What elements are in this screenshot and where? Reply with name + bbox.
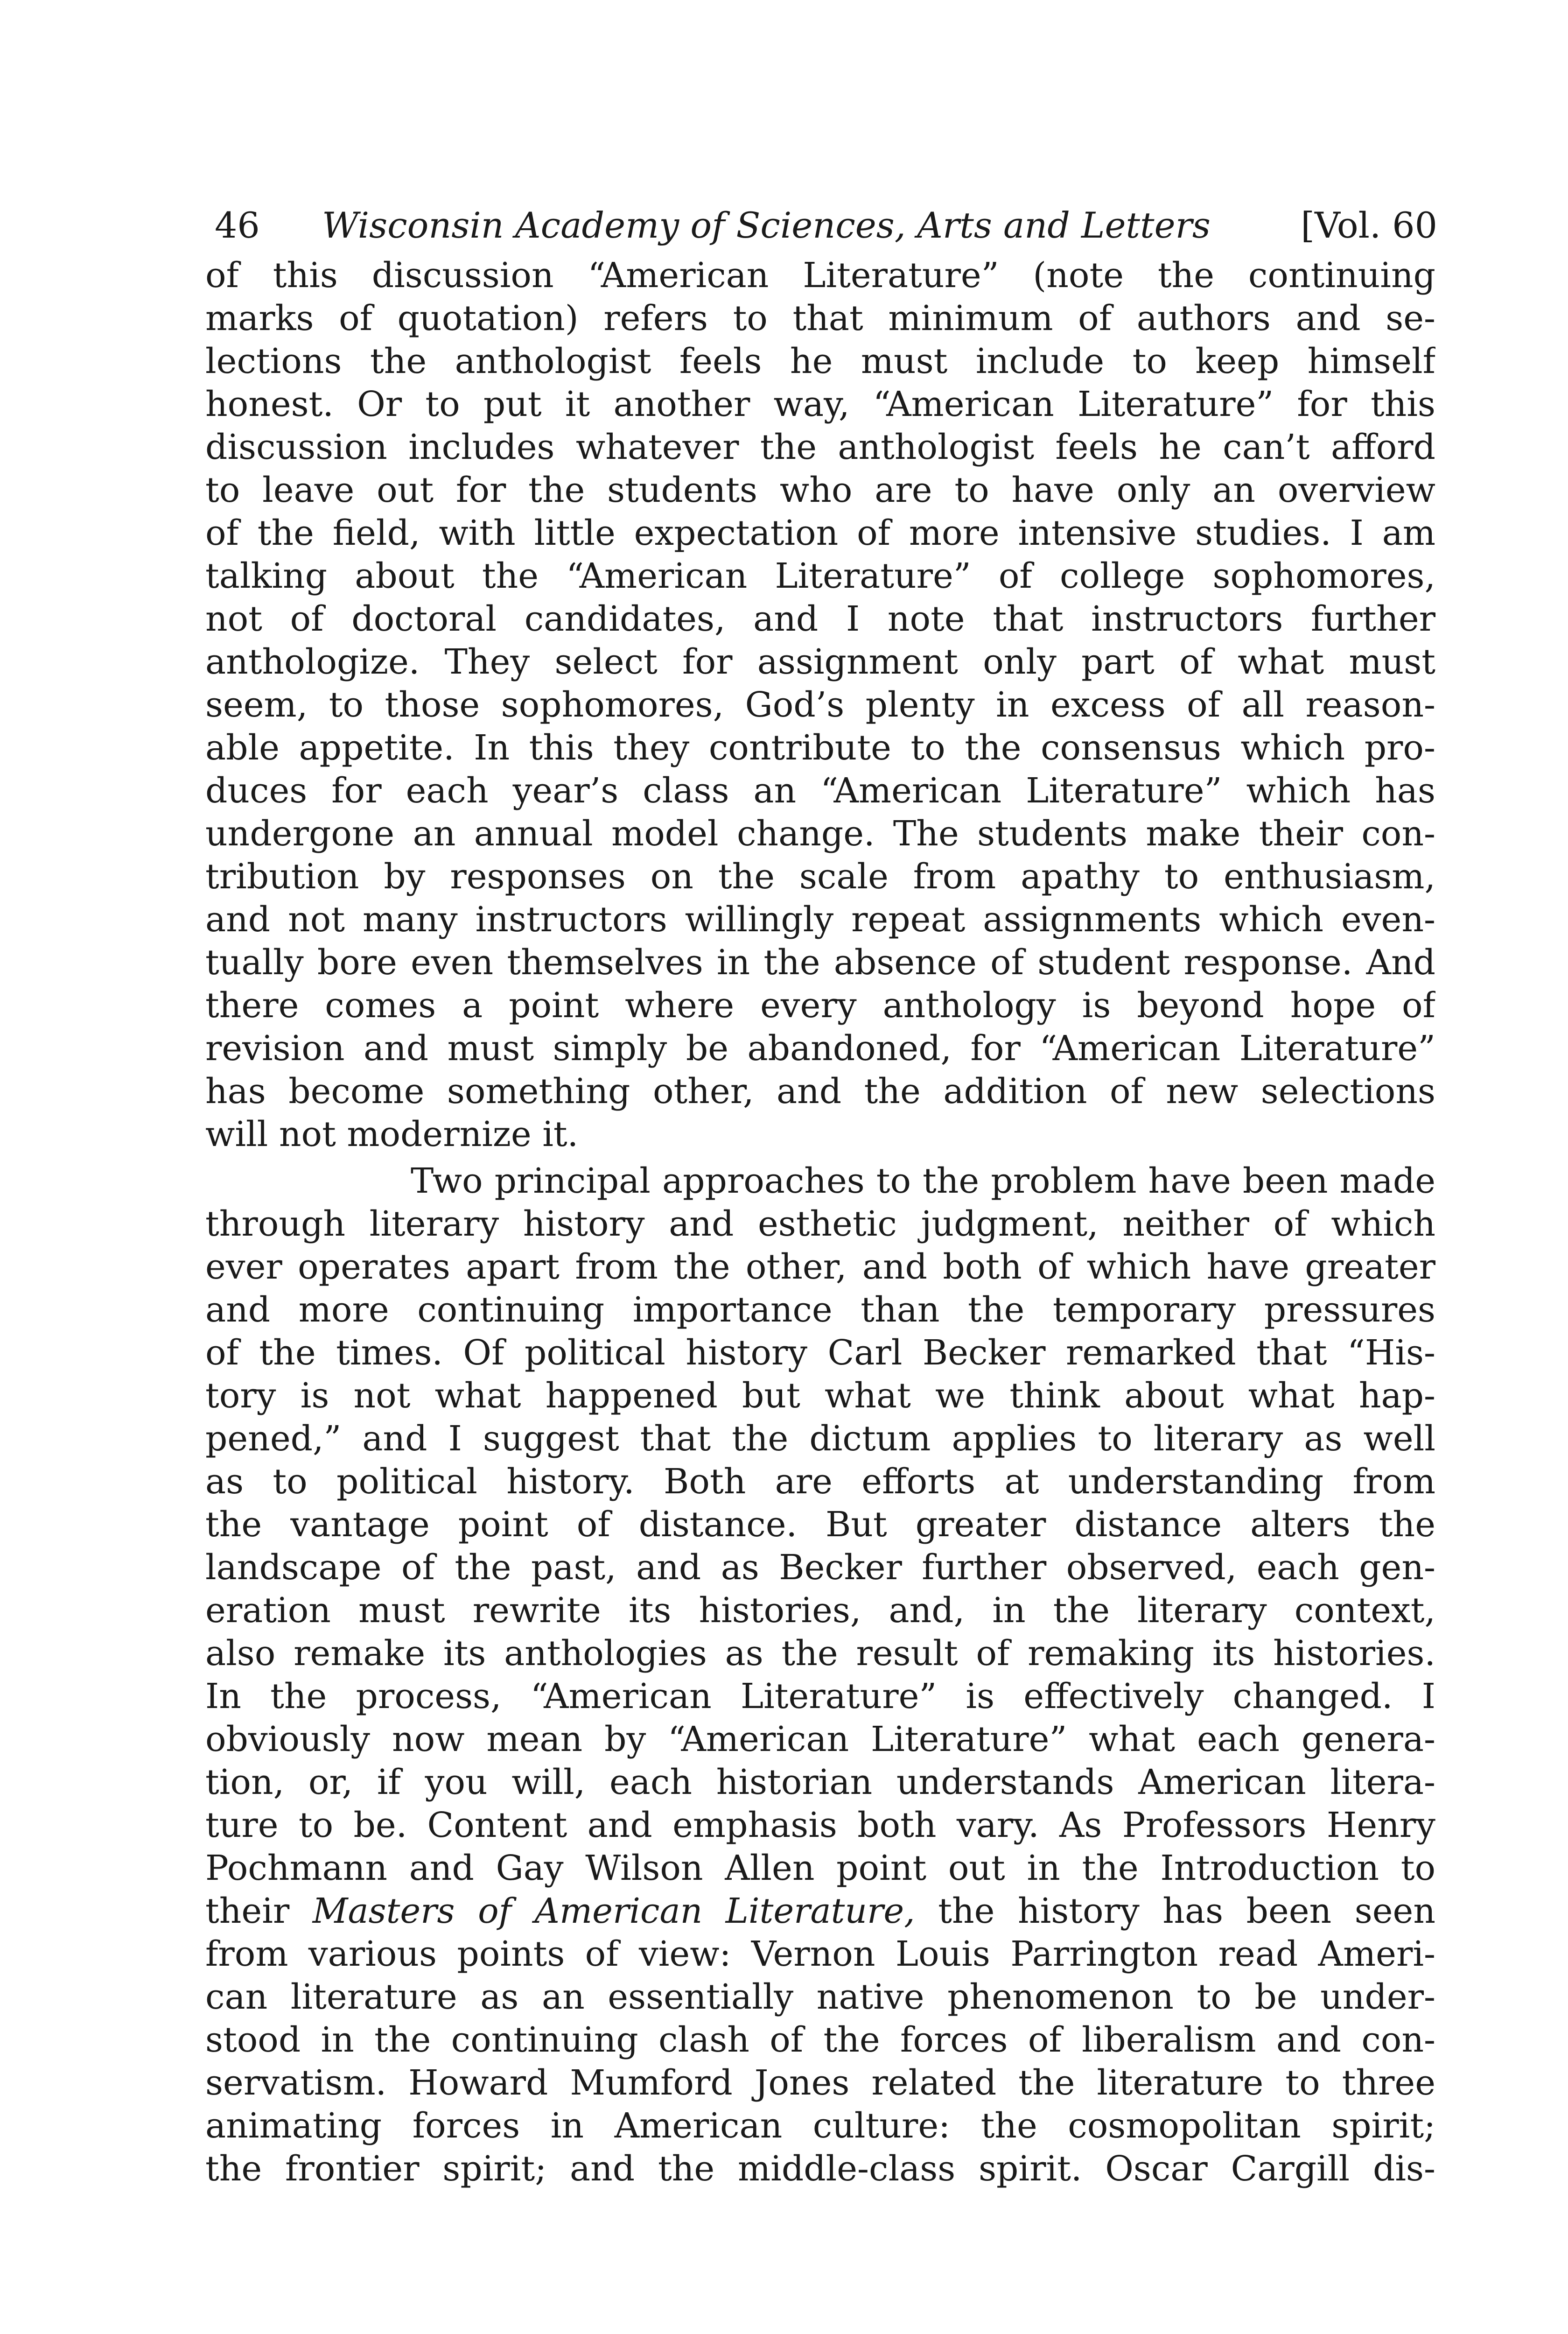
text-line: lections the anthologist feels he must include to keep himself bbox=[205, 341, 1435, 381]
text-line: ture to be. Content and emphasis both vary. As Professors Henry bbox=[205, 1805, 1435, 1845]
running-head bbox=[215, 200, 1437, 251]
text-line: not of doctoral candidates, and I note that instructors further bbox=[205, 599, 1435, 639]
text-line: tribution by responses on the scale from apathy to enthusiasm, bbox=[205, 857, 1435, 897]
text-line: will not modernize it. bbox=[205, 1114, 579, 1154]
text-line: able appetite. In this they contribute to the consensus which pro- bbox=[205, 728, 1435, 768]
volume-label: [Vol. 60 bbox=[1301, 204, 1437, 246]
text-line: In the process, “American Literature” is effectively changed. I bbox=[205, 1676, 1435, 1716]
text-line: as to political history. Both are efforts at understanding from bbox=[205, 1462, 1435, 1502]
text-line-with-italic-title bbox=[205, 1890, 1435, 1933]
text-line: landscape of the past, and as Becker further observed, each gen- bbox=[205, 1547, 1435, 1588]
text-line: can literature as an essentially native phenomenon to be under- bbox=[205, 1977, 1435, 2017]
text-line: of the times. Of political history Carl Becker remarked that “His- bbox=[205, 1333, 1435, 1373]
text-line: ever operates apart from the other, and both of which have greater bbox=[205, 1247, 1435, 1287]
text-line: through literary history and esthetic judgment, neither of which bbox=[205, 1204, 1435, 1244]
text-line: honest. Or to put it another way, “American Literature” for this bbox=[205, 384, 1435, 424]
journal-title: Wisconsin Academy of Sciences, Arts and Letters bbox=[322, 204, 1211, 246]
text-line: Two principal approaches to the problem have been made bbox=[411, 1161, 1435, 1201]
text-line: the frontier spirit; and the middle-class spirit. Oscar Cargill dis- bbox=[205, 2149, 1435, 2189]
text-line: tually bore even themselves in the absence of student response. And bbox=[205, 942, 1435, 983]
text-line: undergone an annual model change. The students make their con- bbox=[205, 814, 1435, 854]
text-line: the vantage point of distance. But greater distance alters the bbox=[205, 1504, 1435, 1545]
text-line: stood in the continuing clash of the forces of liberalism and con- bbox=[205, 2020, 1435, 2060]
text-line: tion, or, if you will, each historian understands American litera- bbox=[205, 1762, 1435, 1802]
text-line: of this discussion “American Literature” (note the continuing bbox=[205, 255, 1435, 295]
text-line: revision and must simply be abandoned, for “American Literature” bbox=[205, 1028, 1435, 1069]
text-line: servatism. Howard Mumford Jones related the literature to three bbox=[205, 2063, 1435, 2103]
text-line: seem, to those sophomores, God’s plenty in excess of all reason- bbox=[205, 685, 1435, 725]
paragraph-2 bbox=[205, 1160, 1435, 2190]
text-line: from various points of view: Vernon Louis Parrington read Ameri- bbox=[205, 1934, 1435, 1974]
text-fragment: their bbox=[205, 1891, 313, 1931]
text-line: there comes a point where every anthology is beyond hope of bbox=[205, 985, 1435, 1026]
body-text bbox=[205, 254, 1435, 2299]
text-line: also remake its anthologies as the result of remaking its histories. bbox=[205, 1633, 1435, 1673]
text-line: eration must rewrite its histories, and, in the literary context, bbox=[205, 1590, 1435, 1631]
text-line: duces for each year’s class an “American Literature” which has bbox=[205, 771, 1435, 811]
book-title: Masters of American Literature, bbox=[312, 1891, 915, 1931]
text-line: tory is not what happened but what we think about what hap- bbox=[205, 1376, 1435, 1416]
paragraph-gap bbox=[205, 1156, 1435, 1160]
text-line: obviously now mean by “American Literature” what each genera- bbox=[205, 1719, 1435, 1759]
text-line: talking about the “American Literature” of college sophomores, bbox=[205, 556, 1435, 596]
text-line: marks of quotation) refers to that minimum of authors and se- bbox=[205, 298, 1435, 338]
text-line: to leave out for the students who are to have only an overview bbox=[205, 470, 1435, 510]
text-line: Pochmann and Gay Wilson Allen point out in the Introduction to bbox=[205, 1848, 1435, 1888]
text-fragment: the history has been seen bbox=[915, 1891, 1435, 1931]
page-number: 46 bbox=[215, 204, 260, 246]
text-line: and not many instructors willingly repeat assignments which even- bbox=[205, 900, 1435, 940]
text-line: has become something other, and the addition of new selections bbox=[205, 1071, 1435, 1111]
text-line: animating forces in American culture: the cosmopolitan spirit; bbox=[205, 2106, 1435, 2146]
text-line: and more continuing importance than the temporary pressures bbox=[205, 1290, 1435, 1330]
paragraph-1 bbox=[205, 254, 1435, 1156]
text-line: discussion includes whatever the anthologist feels he can’t afford bbox=[205, 427, 1435, 467]
text-line: of the field, with little expectation of more intensive studies. I am bbox=[205, 513, 1435, 553]
text-line: anthologize. They select for assignment only part of what must bbox=[205, 642, 1435, 682]
text-line: pened,” and I suggest that the dictum applies to literary as well bbox=[205, 1419, 1435, 1459]
